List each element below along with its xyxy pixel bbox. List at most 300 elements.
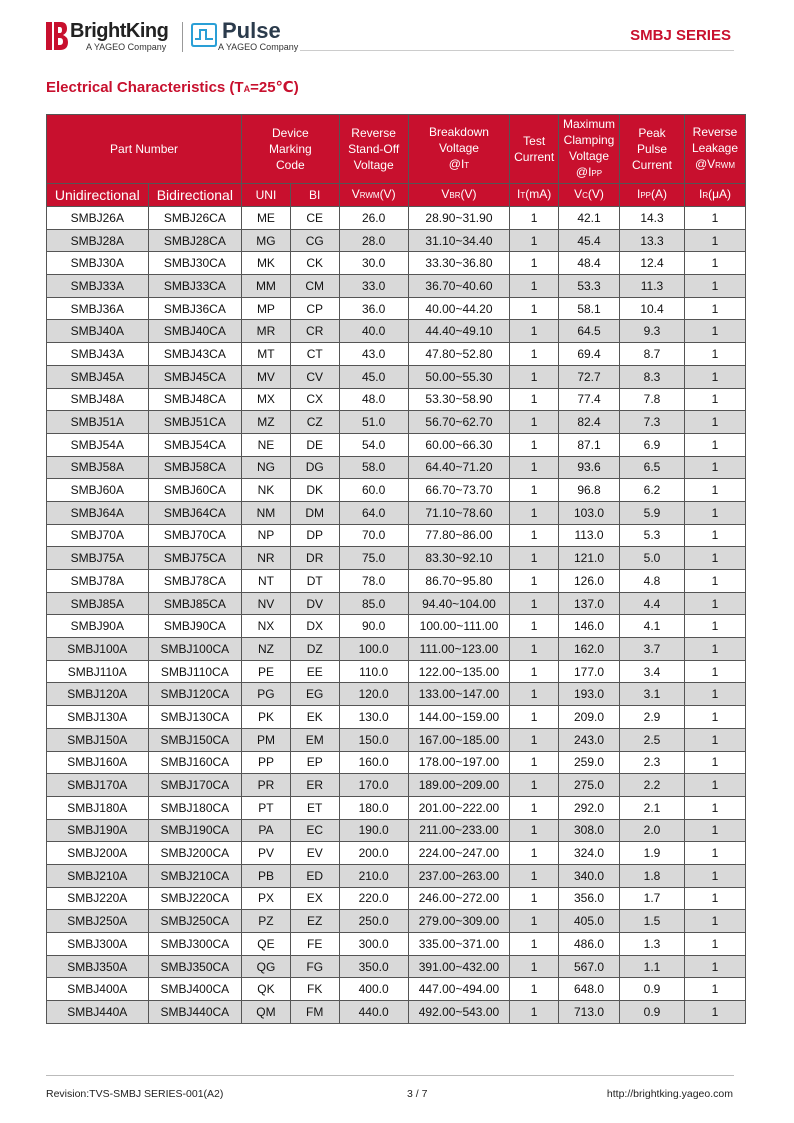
table-row <box>47 207 746 230</box>
ipp-cell: 2.2 <box>619 774 684 797</box>
vbr-cell: 47.80~52.80 <box>408 343 510 366</box>
uni-marking-code: PE <box>242 660 291 683</box>
vrwm-cell: 58.0 <box>339 456 408 479</box>
header-bidirectional: Bidirectional <box>148 184 241 207</box>
ipp-cell: 10.4 <box>619 297 684 320</box>
vrwm-cell: 120.0 <box>339 683 408 706</box>
unidirectional-part: SMBJ54A <box>47 433 149 456</box>
pulse-wordmark: Pulse <box>222 18 281 43</box>
vbr-cell: 447.00~494.00 <box>408 978 510 1001</box>
bi-marking-code: DP <box>290 524 339 547</box>
vrwm-cell: 250.0 <box>339 910 408 933</box>
unidirectional-part: SMBJ300A <box>47 933 149 956</box>
unidirectional-part: SMBJ90A <box>47 615 149 638</box>
vbr-cell: 53.30~58.90 <box>408 388 510 411</box>
vbr-cell: 71.10~78.60 <box>408 501 510 524</box>
uni-marking-code: NM <box>242 501 291 524</box>
page-header <box>0 0 794 60</box>
vrwm-cell: 200.0 <box>339 842 408 865</box>
table-row <box>47 456 746 479</box>
bidirectional-part: SMBJ64CA <box>148 501 241 524</box>
ipp-cell: 1.3 <box>619 933 684 956</box>
uni-marking-code: NR <box>242 547 291 570</box>
table-row <box>47 864 746 887</box>
unidirectional-part: SMBJ210A <box>47 864 149 887</box>
header-it: IT(mA) <box>510 184 559 207</box>
table-row <box>47 638 746 661</box>
bi-marking-code: EX <box>290 887 339 910</box>
it-cell: 1 <box>510 229 559 252</box>
bidirectional-part: SMBJ180CA <box>148 796 241 819</box>
vc-cell: 209.0 <box>559 706 620 729</box>
ir-cell: 1 <box>685 252 746 275</box>
unidirectional-part: SMBJ58A <box>47 456 149 479</box>
table-row <box>47 660 746 683</box>
bidirectional-part: SMBJ54CA <box>148 433 241 456</box>
bi-marking-code: DV <box>290 592 339 615</box>
ir-cell: 1 <box>685 411 746 434</box>
uni-marking-code: MK <box>242 252 291 275</box>
ipp-cell: 1.9 <box>619 842 684 865</box>
vbr-cell: 122.00~135.00 <box>408 660 510 683</box>
logo-divider <box>182 22 183 52</box>
vbr-cell: 66.70~73.70 <box>408 479 510 502</box>
vrwm-cell: 75.0 <box>339 547 408 570</box>
ipp-cell: 1.1 <box>619 955 684 978</box>
ipp-cell: 6.9 <box>619 433 684 456</box>
unidirectional-part: SMBJ160A <box>47 751 149 774</box>
vbr-cell: 178.00~197.00 <box>408 751 510 774</box>
vrwm-cell: 33.0 <box>339 275 408 298</box>
ipp-cell: 2.3 <box>619 751 684 774</box>
vrwm-cell: 100.0 <box>339 638 408 661</box>
table-row <box>47 433 746 456</box>
ir-cell: 1 <box>685 955 746 978</box>
vbr-cell: 224.00~247.00 <box>408 842 510 865</box>
series-title: SMBJ SERIES <box>630 27 731 44</box>
table-row <box>47 275 746 298</box>
ipp-cell: 1.7 <box>619 887 684 910</box>
ipp-cell: 8.7 <box>619 343 684 366</box>
it-cell: 1 <box>510 433 559 456</box>
unidirectional-part: SMBJ75A <box>47 547 149 570</box>
bi-marking-code: CR <box>290 320 339 343</box>
vbr-cell: 86.70~95.80 <box>408 570 510 593</box>
table-row <box>47 728 746 751</box>
ir-cell: 1 <box>685 638 746 661</box>
bi-marking-code: EK <box>290 706 339 729</box>
unidirectional-part: SMBJ200A <box>47 842 149 865</box>
unidirectional-part: SMBJ33A <box>47 275 149 298</box>
bi-marking-code: EE <box>290 660 339 683</box>
unidirectional-part: SMBJ100A <box>47 638 149 661</box>
vbr-cell: 133.00~147.00 <box>408 683 510 706</box>
vbr-cell: 50.00~55.30 <box>408 365 510 388</box>
uni-marking-code: QM <box>242 1001 291 1024</box>
it-cell: 1 <box>510 524 559 547</box>
ir-cell: 1 <box>685 229 746 252</box>
vc-cell: 177.0 <box>559 660 620 683</box>
unidirectional-part: SMBJ190A <box>47 819 149 842</box>
brightking-tagline: A YAGEO Company <box>86 42 167 52</box>
ipp-cell: 2.9 <box>619 706 684 729</box>
pulse-wave-icon <box>190 21 218 49</box>
ipp-cell: 7.3 <box>619 411 684 434</box>
table-row <box>47 706 746 729</box>
it-cell: 1 <box>510 887 559 910</box>
ipp-cell: 11.3 <box>619 275 684 298</box>
unidirectional-part: SMBJ26A <box>47 207 149 230</box>
table-row <box>47 501 746 524</box>
vrwm-cell: 45.0 <box>339 365 408 388</box>
ipp-cell: 4.1 <box>619 615 684 638</box>
bi-marking-code: ER <box>290 774 339 797</box>
table-row <box>47 343 746 366</box>
table-row <box>47 252 746 275</box>
ir-cell: 1 <box>685 706 746 729</box>
uni-marking-code: NT <box>242 570 291 593</box>
bidirectional-part: SMBJ58CA <box>148 456 241 479</box>
unidirectional-part: SMBJ45A <box>47 365 149 388</box>
table-row <box>47 1001 746 1024</box>
bidirectional-part: SMBJ60CA <box>148 479 241 502</box>
bi-marking-code: EC <box>290 819 339 842</box>
title-tail: =25℃) <box>250 79 299 96</box>
ipp-cell: 4.4 <box>619 592 684 615</box>
bidirectional-part: SMBJ190CA <box>148 819 241 842</box>
vbr-cell: 31.10~34.40 <box>408 229 510 252</box>
table-row <box>47 774 746 797</box>
ipp-cell: 1.5 <box>619 910 684 933</box>
vbr-cell: 111.00~123.00 <box>408 638 510 661</box>
table-row <box>47 955 746 978</box>
it-cell: 1 <box>510 365 559 388</box>
vrwm-cell: 28.0 <box>339 229 408 252</box>
table-row <box>47 887 746 910</box>
uni-marking-code: PA <box>242 819 291 842</box>
vrwm-cell: 180.0 <box>339 796 408 819</box>
it-cell: 1 <box>510 751 559 774</box>
vbr-cell: 36.70~40.60 <box>408 275 510 298</box>
vbr-cell: 100.00~111.00 <box>408 615 510 638</box>
ir-cell: 1 <box>685 207 746 230</box>
bi-marking-code: EG <box>290 683 339 706</box>
vc-cell: 567.0 <box>559 955 620 978</box>
uni-marking-code: PV <box>242 842 291 865</box>
bidirectional-part: SMBJ120CA <box>148 683 241 706</box>
footer-page-number: 3 / 7 <box>407 1088 428 1100</box>
it-cell: 1 <box>510 547 559 570</box>
header-peak-pulse-current: Peak Pulse Current <box>619 115 684 184</box>
uni-marking-code: MG <box>242 229 291 252</box>
vrwm-cell: 36.0 <box>339 297 408 320</box>
header-ipp: IPP(A) <box>619 184 684 207</box>
table-body <box>47 207 746 1024</box>
electrical-characteristics-table <box>46 114 746 1024</box>
ipp-cell: 6.5 <box>619 456 684 479</box>
vc-cell: 308.0 <box>559 819 620 842</box>
vc-cell: 713.0 <box>559 1001 620 1024</box>
vc-cell: 58.1 <box>559 297 620 320</box>
ir-cell: 1 <box>685 842 746 865</box>
pulse-tagline: A YAGEO Company <box>218 42 299 52</box>
table-header-row <box>47 115 746 184</box>
unidirectional-part: SMBJ43A <box>47 343 149 366</box>
vrwm-cell: 48.0 <box>339 388 408 411</box>
uni-marking-code: MP <box>242 297 291 320</box>
bi-marking-code: DG <box>290 456 339 479</box>
uni-marking-code: PG <box>242 683 291 706</box>
vrwm-cell: 150.0 <box>339 728 408 751</box>
it-cell: 1 <box>510 955 559 978</box>
bi-marking-code: CG <box>290 229 339 252</box>
ipp-cell: 3.7 <box>619 638 684 661</box>
vc-cell: 72.7 <box>559 365 620 388</box>
it-cell: 1 <box>510 275 559 298</box>
it-cell: 1 <box>510 864 559 887</box>
table-row <box>47 683 746 706</box>
table-row <box>47 933 746 956</box>
vbr-cell: 167.00~185.00 <box>408 728 510 751</box>
bi-marking-code: FG <box>290 955 339 978</box>
table-row <box>47 411 746 434</box>
vc-cell: 340.0 <box>559 864 620 887</box>
table-row <box>47 547 746 570</box>
bi-marking-code: DK <box>290 479 339 502</box>
ir-cell: 1 <box>685 728 746 751</box>
bi-marking-code: CT <box>290 343 339 366</box>
vc-cell: 103.0 <box>559 501 620 524</box>
vc-cell: 96.8 <box>559 479 620 502</box>
bidirectional-part: SMBJ160CA <box>148 751 241 774</box>
title-text: Electrical Characteristics (T <box>46 79 244 96</box>
bi-marking-code: FE <box>290 933 339 956</box>
ir-cell: 1 <box>685 751 746 774</box>
header-marking-code: Device Marking Code <box>242 115 340 184</box>
bi-marking-code: DM <box>290 501 339 524</box>
bidirectional-part: SMBJ75CA <box>148 547 241 570</box>
bi-marking-code: DR <box>290 547 339 570</box>
bidirectional-part: SMBJ30CA <box>148 252 241 275</box>
uni-marking-code: PR <box>242 774 291 797</box>
bidirectional-part: SMBJ28CA <box>148 229 241 252</box>
uni-marking-code: NK <box>242 479 291 502</box>
unidirectional-part: SMBJ48A <box>47 388 149 411</box>
vbr-cell: 391.00~432.00 <box>408 955 510 978</box>
bi-marking-code: CK <box>290 252 339 275</box>
header-vbr: VBR(V) <box>408 184 510 207</box>
vc-cell: 64.5 <box>559 320 620 343</box>
vrwm-cell: 220.0 <box>339 887 408 910</box>
header-ir: IR(μA) <box>685 184 746 207</box>
bidirectional-part: SMBJ48CA <box>148 388 241 411</box>
uni-marking-code: NV <box>242 592 291 615</box>
vc-cell: 137.0 <box>559 592 620 615</box>
bidirectional-part: SMBJ26CA <box>148 207 241 230</box>
bidirectional-part: SMBJ210CA <box>148 864 241 887</box>
bidirectional-part: SMBJ51CA <box>148 411 241 434</box>
bi-marking-code: DZ <box>290 638 339 661</box>
bi-marking-code: CX <box>290 388 339 411</box>
uni-marking-code: MT <box>242 343 291 366</box>
bi-marking-code: CP <box>290 297 339 320</box>
ir-cell: 1 <box>685 660 746 683</box>
table-row <box>47 592 746 615</box>
it-cell: 1 <box>510 842 559 865</box>
vc-cell: 648.0 <box>559 978 620 1001</box>
uni-marking-code: MX <box>242 388 291 411</box>
it-cell: 1 <box>510 207 559 230</box>
ipp-cell: 3.1 <box>619 683 684 706</box>
ipp-cell: 2.0 <box>619 819 684 842</box>
bi-marking-code: EV <box>290 842 339 865</box>
vrwm-cell: 30.0 <box>339 252 408 275</box>
unidirectional-part: SMBJ250A <box>47 910 149 933</box>
bidirectional-part: SMBJ40CA <box>148 320 241 343</box>
unidirectional-part: SMBJ60A <box>47 479 149 502</box>
vbr-cell: 83.30~92.10 <box>408 547 510 570</box>
ir-cell: 1 <box>685 501 746 524</box>
table-row <box>47 365 746 388</box>
it-cell: 1 <box>510 297 559 320</box>
uni-marking-code: QK <box>242 978 291 1001</box>
vbr-cell: 144.00~159.00 <box>408 706 510 729</box>
vc-cell: 82.4 <box>559 411 620 434</box>
vrwm-cell: 78.0 <box>339 570 408 593</box>
uni-marking-code: NG <box>242 456 291 479</box>
bidirectional-part: SMBJ300CA <box>148 933 241 956</box>
uni-marking-code: NP <box>242 524 291 547</box>
ipp-cell: 12.4 <box>619 252 684 275</box>
bidirectional-part: SMBJ220CA <box>148 887 241 910</box>
vc-cell: 146.0 <box>559 615 620 638</box>
vc-cell: 121.0 <box>559 547 620 570</box>
vc-cell: 126.0 <box>559 570 620 593</box>
uni-marking-code: PX <box>242 887 291 910</box>
it-cell: 1 <box>510 252 559 275</box>
vrwm-cell: 60.0 <box>339 479 408 502</box>
vbr-cell: 94.40~104.00 <box>408 592 510 615</box>
bidirectional-part: SMBJ170CA <box>148 774 241 797</box>
header-part-number: Part Number <box>47 115 242 184</box>
bidirectional-part: SMBJ78CA <box>148 570 241 593</box>
ipp-cell: 5.0 <box>619 547 684 570</box>
vrwm-cell: 26.0 <box>339 207 408 230</box>
header-vrwm: VRWM(V) <box>339 184 408 207</box>
vrwm-cell: 350.0 <box>339 955 408 978</box>
vbr-cell: 246.00~272.00 <box>408 887 510 910</box>
it-cell: 1 <box>510 910 559 933</box>
bi-marking-code: DE <box>290 433 339 456</box>
ipp-cell: 0.9 <box>619 1001 684 1024</box>
vrwm-cell: 43.0 <box>339 343 408 366</box>
vc-cell: 243.0 <box>559 728 620 751</box>
footer-revision: Revision:TVS-SMBJ SERIES-001(A2) <box>46 1088 224 1100</box>
unidirectional-part: SMBJ440A <box>47 1001 149 1024</box>
vrwm-cell: 85.0 <box>339 592 408 615</box>
vrwm-cell: 210.0 <box>339 864 408 887</box>
unidirectional-part: SMBJ51A <box>47 411 149 434</box>
ir-cell: 1 <box>685 910 746 933</box>
vrwm-cell: 54.0 <box>339 433 408 456</box>
uni-marking-code: NZ <box>242 638 291 661</box>
ir-cell: 1 <box>685 365 746 388</box>
ir-cell: 1 <box>685 524 746 547</box>
vbr-cell: 56.70~62.70 <box>408 411 510 434</box>
vbr-cell: 335.00~371.00 <box>408 933 510 956</box>
it-cell: 1 <box>510 411 559 434</box>
vrwm-cell: 90.0 <box>339 615 408 638</box>
vbr-cell: 201.00~222.00 <box>408 796 510 819</box>
vbr-cell: 237.00~263.00 <box>408 864 510 887</box>
it-cell: 1 <box>510 456 559 479</box>
table-row <box>47 978 746 1001</box>
it-cell: 1 <box>510 501 559 524</box>
vrwm-cell: 51.0 <box>339 411 408 434</box>
vc-cell: 275.0 <box>559 774 620 797</box>
vrwm-cell: 190.0 <box>339 819 408 842</box>
ir-cell: 1 <box>685 547 746 570</box>
vc-cell: 69.4 <box>559 343 620 366</box>
unidirectional-part: SMBJ110A <box>47 660 149 683</box>
vbr-cell: 279.00~309.00 <box>408 910 510 933</box>
uni-marking-code: MM <box>242 275 291 298</box>
vbr-cell: 60.00~66.30 <box>408 433 510 456</box>
footer-url[interactable]: http://brightking.yageo.com <box>606 1088 733 1100</box>
table-row <box>47 229 746 252</box>
ir-cell: 1 <box>685 774 746 797</box>
table-row <box>47 524 746 547</box>
vrwm-cell: 440.0 <box>339 1001 408 1024</box>
vc-cell: 356.0 <box>559 887 620 910</box>
bidirectional-part: SMBJ200CA <box>148 842 241 865</box>
header-bi-code: BI <box>290 184 339 207</box>
title-subscript: A <box>243 84 251 94</box>
vc-cell: 113.0 <box>559 524 620 547</box>
unidirectional-part: SMBJ350A <box>47 955 149 978</box>
bi-marking-code: CE <box>290 207 339 230</box>
vbr-cell: 28.90~31.90 <box>408 207 510 230</box>
bidirectional-part: SMBJ350CA <box>148 955 241 978</box>
ir-cell: 1 <box>685 933 746 956</box>
it-cell: 1 <box>510 796 559 819</box>
it-cell: 1 <box>510 728 559 751</box>
ir-cell: 1 <box>685 683 746 706</box>
header-reverse-standoff: Reverse Stand-Off Voltage <box>339 115 408 184</box>
ir-cell: 1 <box>685 615 746 638</box>
table-row <box>47 910 746 933</box>
header-test-current: Test Current <box>510 115 559 184</box>
brightking-wordmark: BrightKing <box>70 20 169 42</box>
vrwm-cell: 400.0 <box>339 978 408 1001</box>
vc-cell: 53.3 <box>559 275 620 298</box>
ir-cell: 1 <box>685 887 746 910</box>
unidirectional-part: SMBJ85A <box>47 592 149 615</box>
bidirectional-part: SMBJ43CA <box>148 343 241 366</box>
uni-marking-code: PM <box>242 728 291 751</box>
vc-cell: 486.0 <box>559 933 620 956</box>
vc-cell: 77.4 <box>559 388 620 411</box>
table-row <box>47 796 746 819</box>
unidirectional-part: SMBJ70A <box>47 524 149 547</box>
vc-cell: 405.0 <box>559 910 620 933</box>
ir-cell: 1 <box>685 864 746 887</box>
unidirectional-part: SMBJ180A <box>47 796 149 819</box>
header-unidirectional: Unidirectional <box>47 184 149 207</box>
it-cell: 1 <box>510 933 559 956</box>
unidirectional-part: SMBJ120A <box>47 683 149 706</box>
unidirectional-part: SMBJ170A <box>47 774 149 797</box>
